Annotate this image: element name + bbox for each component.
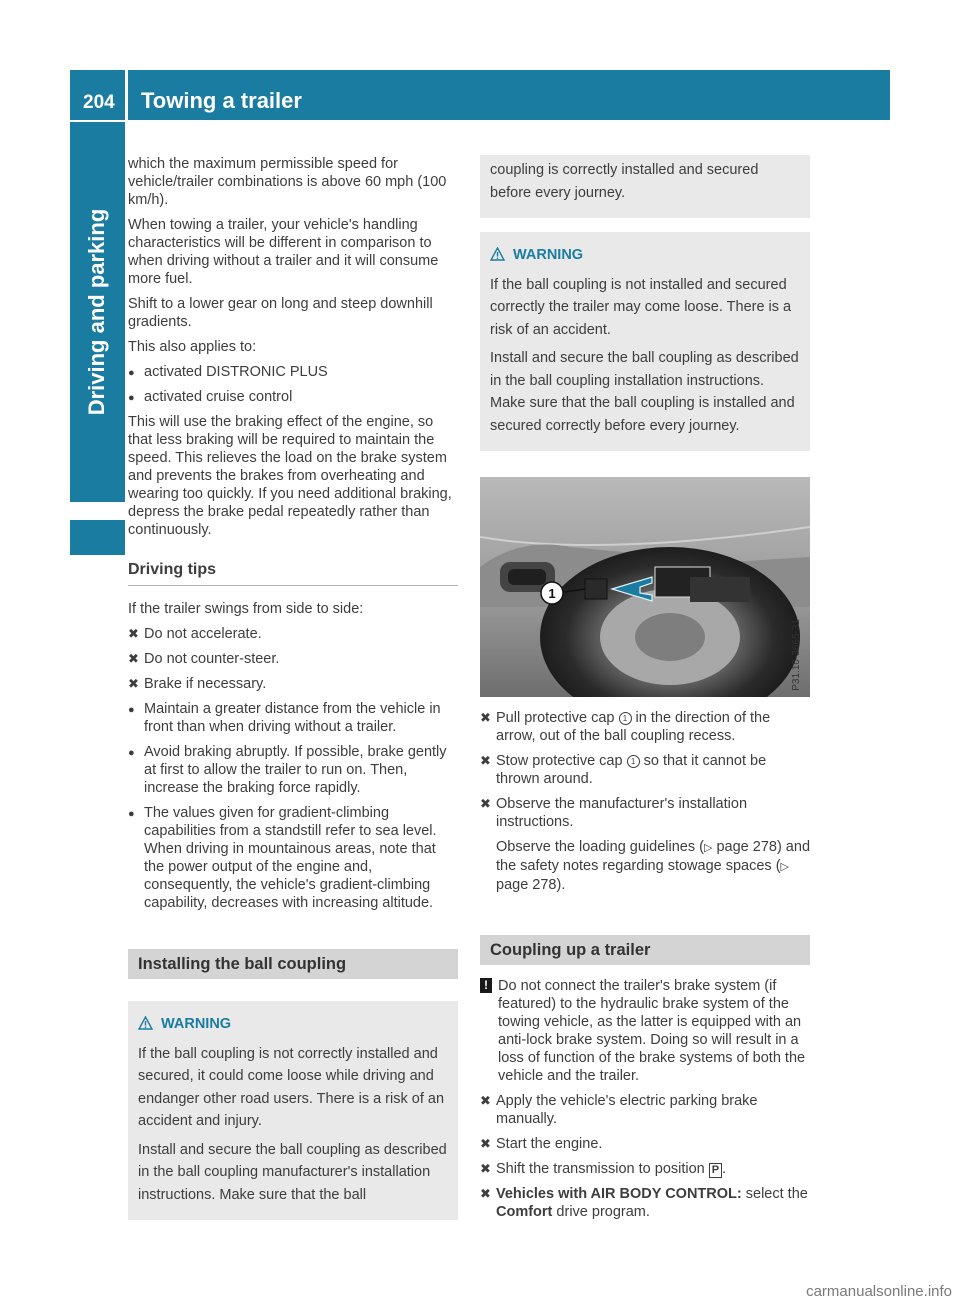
warning-text: If the ball coupling is not installed and secured correctly the trailer may come loose. There is a risk of an accident.: [490, 276, 792, 338]
step-arrow-icon: ✖: [480, 1161, 491, 1176]
bullet-item: ● activated DISTRONIC PLUS: [128, 364, 328, 380]
ball-coupling-photo: [480, 477, 810, 697]
page-title: Towing a trailer: [141, 88, 302, 113]
step-arrow-icon: ✖: [480, 1136, 491, 1151]
bullet-icon: ●: [128, 704, 135, 716]
page-ref-link[interactable]: page 278: [716, 839, 777, 855]
page-ref-triangle-icon: ▷: [780, 861, 789, 873]
left-column: [128, 155, 458, 1220]
image-code: P31.10-3665-31: [791, 619, 802, 691]
warning-text: coupling is correctly installed and secured before every journey.: [490, 162, 759, 201]
exclamation-icon: !: [480, 978, 492, 993]
step-arrow-icon: ✖: [128, 651, 139, 666]
step-item: ✖ Shift the transmission to position P .: [480, 1161, 727, 1177]
step-arrow-icon: ✖: [480, 1093, 491, 1108]
step-item: ✖ Do not accelerate.: [128, 626, 262, 642]
callout-1-icon: 1: [627, 755, 640, 768]
section-heading-driving-tips: Driving tips: [128, 546, 458, 586]
paragraph: When towing a trailer, your vehicle's handling characteristics will be different in comparison to when driving without a trailer and it will consume more fuel.: [128, 217, 439, 287]
step-item: ✖ Stow protective cap 1 so that it cannot be thrown around.: [480, 753, 767, 787]
paragraph: This also applies to:: [128, 339, 257, 355]
step-arrow-icon: ✖: [480, 710, 491, 725]
step-arrow-icon: ✖: [480, 1186, 491, 1201]
right-column: [480, 155, 810, 1228]
warning-header: WARNING: [490, 244, 800, 267]
warning-triangle-icon: [138, 1016, 153, 1030]
callout-1-icon: 1: [619, 712, 632, 725]
page-ref-link[interactable]: page 278: [496, 877, 557, 893]
section-heading-coupling: Coupling up a trailer: [480, 935, 810, 965]
warning-box: [480, 232, 810, 451]
warning-text: Install and secure the ball coupling as described in the ball coupling manufacturer's installation instructions. Make sure that the ball: [138, 1141, 447, 1203]
warning-box-continued: [480, 155, 810, 218]
page-number: 204: [83, 92, 115, 113]
bullet-item: ● The values given for gradient-climbing capabilities from a standstill refer to sea level. When driving in mountainous areas, note that the power output of the engine and, consequently, the vehicle's gradient-climbing capability, decreases with increasing altitude.: [128, 805, 437, 911]
paragraph: This will use the braking effect of the engine, so that less braking will be required to maintain the speed. This relieves the load on the brake system and prevents the brakes from overheating and wearing too quickly. If you need additional braking, depress the brake pedal repeatedly rather than continuously.: [128, 414, 452, 538]
step-item: ✖ Brake if necessary.: [128, 676, 267, 692]
page-ref-triangle-icon: ▷: [703, 842, 713, 854]
bullet-icon: ●: [128, 808, 135, 820]
section-heading-installing: Installing the ball coupling: [128, 949, 458, 979]
step-item: ✖ Start the engine.: [480, 1136, 603, 1152]
step-item: ✖ Apply the vehicle's electric parking brake manually.: [480, 1093, 758, 1127]
warning-header: WARNING: [138, 1013, 448, 1036]
bullet-icon: ●: [128, 747, 135, 759]
step-arrow-icon: ✖: [480, 796, 491, 811]
warning-triangle-icon: [490, 247, 505, 261]
chapter-label: Driving and parking: [84, 208, 109, 416]
chapter-side-tab: [70, 122, 125, 502]
bullet-icon: ●: [128, 367, 135, 379]
callout-1-label: 1: [548, 586, 556, 601]
gear-p-symbol: P: [709, 1163, 722, 1178]
notice-item: ! Do not connect the trailer's brake system (if featured) to the hydraulic brake system of the towing vehicle, as the latter is equipped with an anti-lock brake system. Doing so will result in a loss of function of the brake systems of both the vehicle and the trailer.: [480, 977, 810, 1085]
bullet-icon: ●: [128, 392, 135, 404]
step-arrow-icon: ✖: [128, 676, 139, 691]
bullet-item: ● activated cruise control: [128, 389, 293, 405]
bullet-item: ● Maintain a greater distance from the vehicle in front than when driving without a trailer.: [128, 701, 441, 735]
step-item: ✖ Pull protective cap 1 in the direction of the arrow, out of the ball coupling recess.: [480, 710, 771, 744]
warning-text: If the ball coupling is not correctly installed and secured, it could come loose while driving and endanger other road users. There is a risk of an accident and injury.: [138, 1045, 445, 1129]
bullet-item: ● Avoid braking abruptly. If possible, brake gently at first to allow the trailer to run on. Then, increase the braking force rapidly.: [128, 744, 447, 796]
header-bar: [128, 70, 890, 120]
bumper-illustration: [480, 477, 810, 697]
step-arrow-icon: ✖: [128, 626, 139, 641]
step-item: ✖ Observe the manufacturer's installation instructions.: [480, 796, 748, 830]
warning-text: Install and secure the ball coupling as described in the ball coupling installation instructions. Make sure that the ball coupling is installed and secured correctly before every journey.: [490, 350, 799, 434]
side-marker: [70, 520, 125, 555]
warning-box: [128, 1001, 458, 1220]
step-item: ✖ Vehicles with AIR BODY CONTROL: select the Comfort drive program.: [480, 1186, 808, 1220]
paragraph: which the maximum permissible speed for vehicle/trailer combinations is above 60 mph (100 km/h).: [128, 156, 447, 208]
paragraph: If the trailer swings from side to side:: [128, 601, 364, 617]
step-arrow-icon: ✖: [480, 753, 491, 768]
step-item: ✖ Do not counter-steer.: [128, 651, 280, 667]
paragraph: Shift to a lower gear on long and steep downhill gradients.: [128, 296, 433, 330]
watermark: carmanualsonline.info: [806, 1283, 952, 1300]
sub-paragraph: Observe the loading guidelines (▷ page 278) and the safety notes regarding stowage spaces (▷ page 278).: [496, 839, 811, 893]
page-number-tab: [70, 70, 125, 120]
